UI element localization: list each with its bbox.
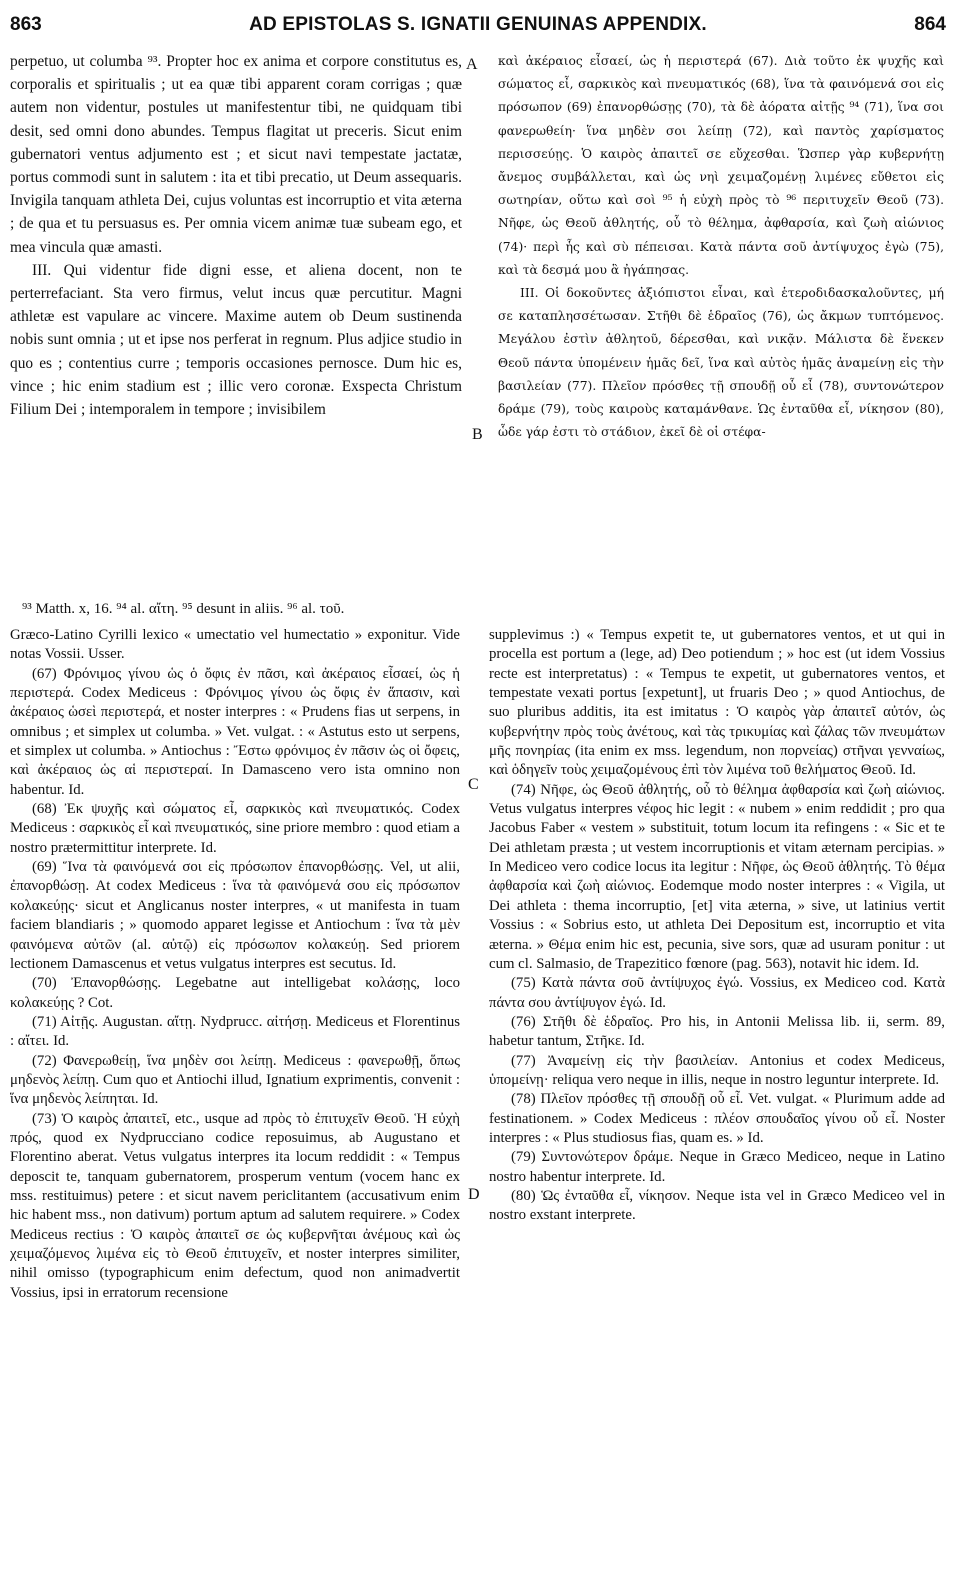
latin-paragraph-3: III. Qui videntur fide digni esse, et aliena docent, non te perterrefaciant. Sta vero firmus, velut incus quæ percutitur. Magni athletæ est vapulare ac vincere. Maxime autem ob Deum sustinenda nobis sunt omnia ; ut et ipse nos perferat in regnum. Plus adjice studio in quo es ; contentius curre ; temporis occasiones pernosce. Dum hic es, vince ; hic enim stadium est ; illic vero coronæ. Exspecta Christum Filium Dei ; intemporalem in tempore ; invisibilem xyxy=(10,261,462,419)
note-68: (68) Ἐκ ψυχῆς καὶ σώματος εἶ, σαρκικὸς καὶ πνευματικός. Codex Mediceus : σαρκικὸς εἶ καὶ πνευματικός, sine priore membro : quod etiam a nostro prætermittitur interprete. Id. xyxy=(10,801,460,856)
note-78: (78) Πλεῖον πρόσθες τῇ σπουδῇ οὗ εἶ. Vet. vulgat. « Plurimum adde ad festinationem. » Codex Mediceus : πλέον σπουδαῖος γίνου οὗ εἶ. Noster interpres : « Plus studiosus fias, quam es. » Id. xyxy=(489,1091,945,1146)
latin-paragraph-2: perpetuo, ut columba ⁹³. Propter hoc ex anima et corpore constitutus es, corporalis et spiritualis ; ut ea quæ tibi apparent coram corrigas ; quæ autem non videntur, postules ut manifestentur tibi, ne quidquam tibi desit, sed omni dono abundes. Tempus flagitat ut preceris. Sicut enim gubernatori ventus adjumento est ; et sicut navi tempestate jactatæ, portus commodi sunt in salutem : ita et tibi precatio, ut Deum assequaris. Invigila tanquam athleta Dei, cujus voluntas est incorruptio et vita æterna ; de qua et tu persuasus es. Per omnia vicem animæ tuæ subeam ego, et mea vincula quæ amasti. xyxy=(10,53,462,256)
margin-marker-a: A xyxy=(466,56,478,73)
note-67: (67) Φρόνιμος γίνου ὡς ὁ ὄφις ἐν πᾶσι, καὶ ἀκέραιος εἶσαεί, ὡς ἡ περιστερά. Codex Mediceus : Φρόνιμος γίνου ὡς ὄφις ἐν ἅπασιν, καὶ ἀκέραιος ὡσεὶ περιστερά, et noster interpres : « Prudens fias ut serpens, in omnibus ; et simplex ut columba. » Vet. vulgat. : « Astutus esto ut serpens, et simplex ut columba. » Antiochus : Ἔστω φρόνιμος ἐν πᾶσιν ὡς οἱ ὄφεις, καὶ ἀκέραιος ὡς αἱ περιστεραί. In Damasceno vero ista omnino non habentur. Id. xyxy=(10,665,460,798)
page-header xyxy=(10,6,946,36)
greek-text-column xyxy=(498,50,944,444)
margin-marker-b: B xyxy=(472,426,483,443)
note-77: (77) Ἀναμείνῃ εἰς τὴν βασιλείαν. Antonius et codex Mediceus, ὑπομείνῃ· reliqua vero neque in illis, neque in nostro leguntur interprete. Id. xyxy=(489,1052,945,1088)
notes-column-right xyxy=(489,626,945,1226)
note-76: (76) Στῆθι δὲ ἑδραῖος. Pro his, in Antonii Melissa lib. ii, serm. 89, habetur tantum, Στῆκε. Id. xyxy=(489,1013,945,1050)
note-73: (73) Ὁ καιρὸς ἀπαιτεῖ, etc., usque ad πρὸς τὸ ἐπιτυχεῖν Θεοῦ. Ἡ εὐχὴ πρός, quod ex Nydprucciano codice reposuimus, ab Augustano et Florentino aberat. Vetus vulgatus interpres ita locum reddidit : « Tempus deposcit te, tanquam gubernatorem, prosperum ventum (vocem hanc ex mss. restituimus) petere : et sicut navem periclitantem (accusativum enim hic habent mss., non dativum) portum aptum ad salutem requirere. » Codex Mediceus rectius : Ὁ καιρὸς ἀπαιτεῖ σε ὡς κυβερνῆται ἀνέμους καὶ ὡς χειμαζόμενος λιμένα εἰς τὸ Θεοῦ ἐπιτυχεῖν, et noster interpres similiter, nihil omisso (typographicum enim defectum, quod non animadvertit Vossius, ipsi in erratorum recensione xyxy=(10,1110,460,1301)
note-75: (75) Κατὰ πάντα σοῦ ἀντίψυχος ἐγώ. Vossius, ex Mediceo cod. Κατὰ πάντα σου ἀντίψυγον ἐγώ. Id. xyxy=(489,975,945,1011)
margin-marker-d: D xyxy=(468,1186,480,1203)
note-79: (79) Συντονώτερον δράμε. Neque in Græco Mediceo, neque in Latino nostro habentur interprete. Id. xyxy=(489,1149,945,1185)
text-footnotes: ⁹³ Matth. x, 16. ⁹⁴ al. αἴτη. ⁹⁵ desunt in aliis. ⁹⁶ al. τοῦ. xyxy=(22,601,345,617)
note-69: (69) Ἵνα τὰ φαινόμενά σοι εἰς πρόσωπον ἐπανορθώσῃς. Vel, ut alii, ἐπανορθώσῃ. At codex Mediceus : ἵνα τὰ φαινόμενά σου εἰς πρόσωπον κολακεύῃς· sicut et Anglicanus noster interpres, « ut manifesta in tuam faciem blandiaris ; » quomodo apparet legisse et Antiochum : ἵνα τὰ μὲν φαινόμενα αὐτῶν (al. αὐτῷ) εἰς πρόσωπον κολακεύῃ. Sed priorem lectionem Damascenus et vetus vulgatus interpres est secutus. Id. xyxy=(10,859,460,972)
note-74: (74) Νῆφε, ὡς Θεοῦ ἀθλητής, οὗ τὸ θέλημα ἀφθαρσία καὶ ζωὴ αἰώνιος. Vetus vulgatus interpres νέφος hic legit : « nubem » enim reddidit ; pro qua Jacobus Faber « vestem » substituit, totum locum ita refingens : « Sic et te Dei athletam præsta ; ut vestem incorruptionis et vitam æternam percipias. » In Mediceo vero codice locus ita legitur : Νῆφε, ὡς Θεοῦ ἀθλητής. Τὸ θέμα ἀφθαρσία καὶ ζωὴ αἰώνιος. Eodemque modo noster interpres : « Vigila, ut Dei athleta : thema incorruptio, [et] vita æterna, » sive, ut latinius vertit Vossius : « Sobrius esto, ut athleta Dei Depositum est, incorruptio et vita æterna. » Θέμα enim hic est, pecunia, sive sors, quæ ad usuram ponitur : ut cum cl. Salmasio, de Trapezitico fœnore (pag. 563), notavit hic idem. Id. xyxy=(489,781,945,972)
greek-paragraph-2: καὶ ἀκέραιος εἶσαεί, ὡς ἡ περιστερά (67). Διὰ τοῦτο ἐκ ψυχῆς καὶ σώματος εἶ, σαρκικὸς καὶ πνευματικός (68), ἵνα τὰ φαινόμενά σοι εἰς πρόσωπον (69) ἐπανορθώσῃς (70), τὰ δὲ ἀόρατα αἰτῇς ⁹⁴ (71), ἵνα σοι φανερωθείη· ἵνα μηδὲν σοι λείπῃ (72), καὶ παντὸς χαρίσματος περισσεύῃς. Ὁ καιρὸς ἀπαιτεῖ σε εὔχεσθαι. Ὥσπερ γὰρ κυβερνήτῃ ἄνεμος συμβάλλεται, καὶ ὡς νηὶ χειμαζομένῃ λιμένες εὔθετοι εἰς σωτηρίαν, οὕτω καὶ σοὶ ⁹⁵ ἡ εὐχὴ πρὸς τὸ ⁹⁶ περιτυχεῖν Θεοῦ (73). Νῆφε, ὡς Θεοῦ ἀθλητής, οὗ τὸ θέλημα, ἀφθαρσία, καὶ ζωὴ αἰώνιος (74)· περὶ ἧς καὶ σὺ πέπεισαι. Κατὰ πάντα σοῦ ἀντίψυχος ἐγὼ (75), καὶ τὰ δεσμά μου ἃ ἠγάπησας. xyxy=(498,54,944,277)
page-number-left: 863 xyxy=(10,14,42,35)
latin-text-column xyxy=(10,50,462,421)
margin-marker-c: C xyxy=(468,776,479,793)
note-73-continuation: supplevimus :) « Tempus expetit te, ut gubernatores ventos, et ut qui in procella est portum a (lege, ad) Deo potiendum ; » hoc est (ut idem Vossius recte est interpretatus) : « Tempus te expetit, ut gubernatores ventos, et tempestate vexati portus [expetunt], ut fruaris Deo ; » quod Antiochus, de suo pluribus additis, ita est imitatus : Ὁ καιρὸς γὰρ ἀπαιτεῖ αὐτόν, ὡς κυβερνήτην πρὸς τοὺς ἀνέτους, καὶ τὰς τρικυμίας καὶ ζάλας τῶν πνευμάτων μῆς πονηρίας (ita enim ex mss. legendum, non πορνείας) στῆναι γενναίως, καὶ ὁδηγεῖν τοὺς χειμαζομένους ἐπὶ τὸν λιμένα τοῦ θελήματος Θεοῦ. Id. xyxy=(489,627,945,779)
note-continuation: Græco-Latino Cyrilli lexico « umectatio vel humectatio » exponitur. Vide notas Vossii. Usser. xyxy=(10,627,460,663)
note-70: (70) Ἐπανορθώσῃς. Legebatne aut intelligebat κολάσῃς, loco κολακεύῃς ? Cot. xyxy=(10,975,460,1011)
note-71: (71) Αἰτῇς. Augustan. αἴτῃ. Nydprucc. αἰτήσῃ. Mediceus et Florentinus : αἴτει. Id. xyxy=(10,1013,460,1050)
notes-column-left xyxy=(10,626,460,1303)
page-number-right: 864 xyxy=(914,14,946,35)
running-title: AD EPISTOLAS S. IGNATII GENUINAS APPENDIX. xyxy=(249,14,707,35)
greek-paragraph-3: III. Οἱ δοκοῦντες ἀξιόπιστοι εἶναι, καὶ ἑτεροδιδασκαλοῦντες, μή σε καταπλησσέτωσαν. Στῆθι δὲ ἑδραῖος (76), ὡς ἄκμων τυπτόμενος. Μεγάλου ἐστὶν ἀθλητοῦ, δέρεσθαι, καὶ νικᾷν. Μάλιστα δὲ ἕνεκεν Θεοῦ πάντα ὑπομένειν ἡμᾶς δεῖ, ἵνα καὶ αὐτὸς ἡμᾶς ἀναμείνῃ εἰς τὴν βασιλείαν (77). Πλεῖον πρόσθες τῇ σπουδῇ οὗ εἶ (78), συντονώτερον δράμε (79), τοὺς καιροὺς καταμάνθανε. Ὡς ἐνταῦθα εἶ, νίκησον (80), ὧδε γάρ ἐστι τὸ στάδιον, ἐκεῖ δὲ οἱ στέφα- xyxy=(498,286,944,440)
note-72: (72) Φανερωθείῃ, ἵνα μηδὲν σοι λείπῃ. Mediceus : φανερωθῇ, ὅπως μηδενὸς λείπῃ. Cum quo et Antiochi illud, Ignatium exprimentis, convenit : ἵνα μηδενὸς λείπηται. Id. xyxy=(10,1052,460,1108)
note-80: (80) Ὡς ἐνταῦθα εἶ, νίκησον. Neque ista vel in Græco Mediceo vel in nostro exstant interprete. xyxy=(489,1187,945,1224)
